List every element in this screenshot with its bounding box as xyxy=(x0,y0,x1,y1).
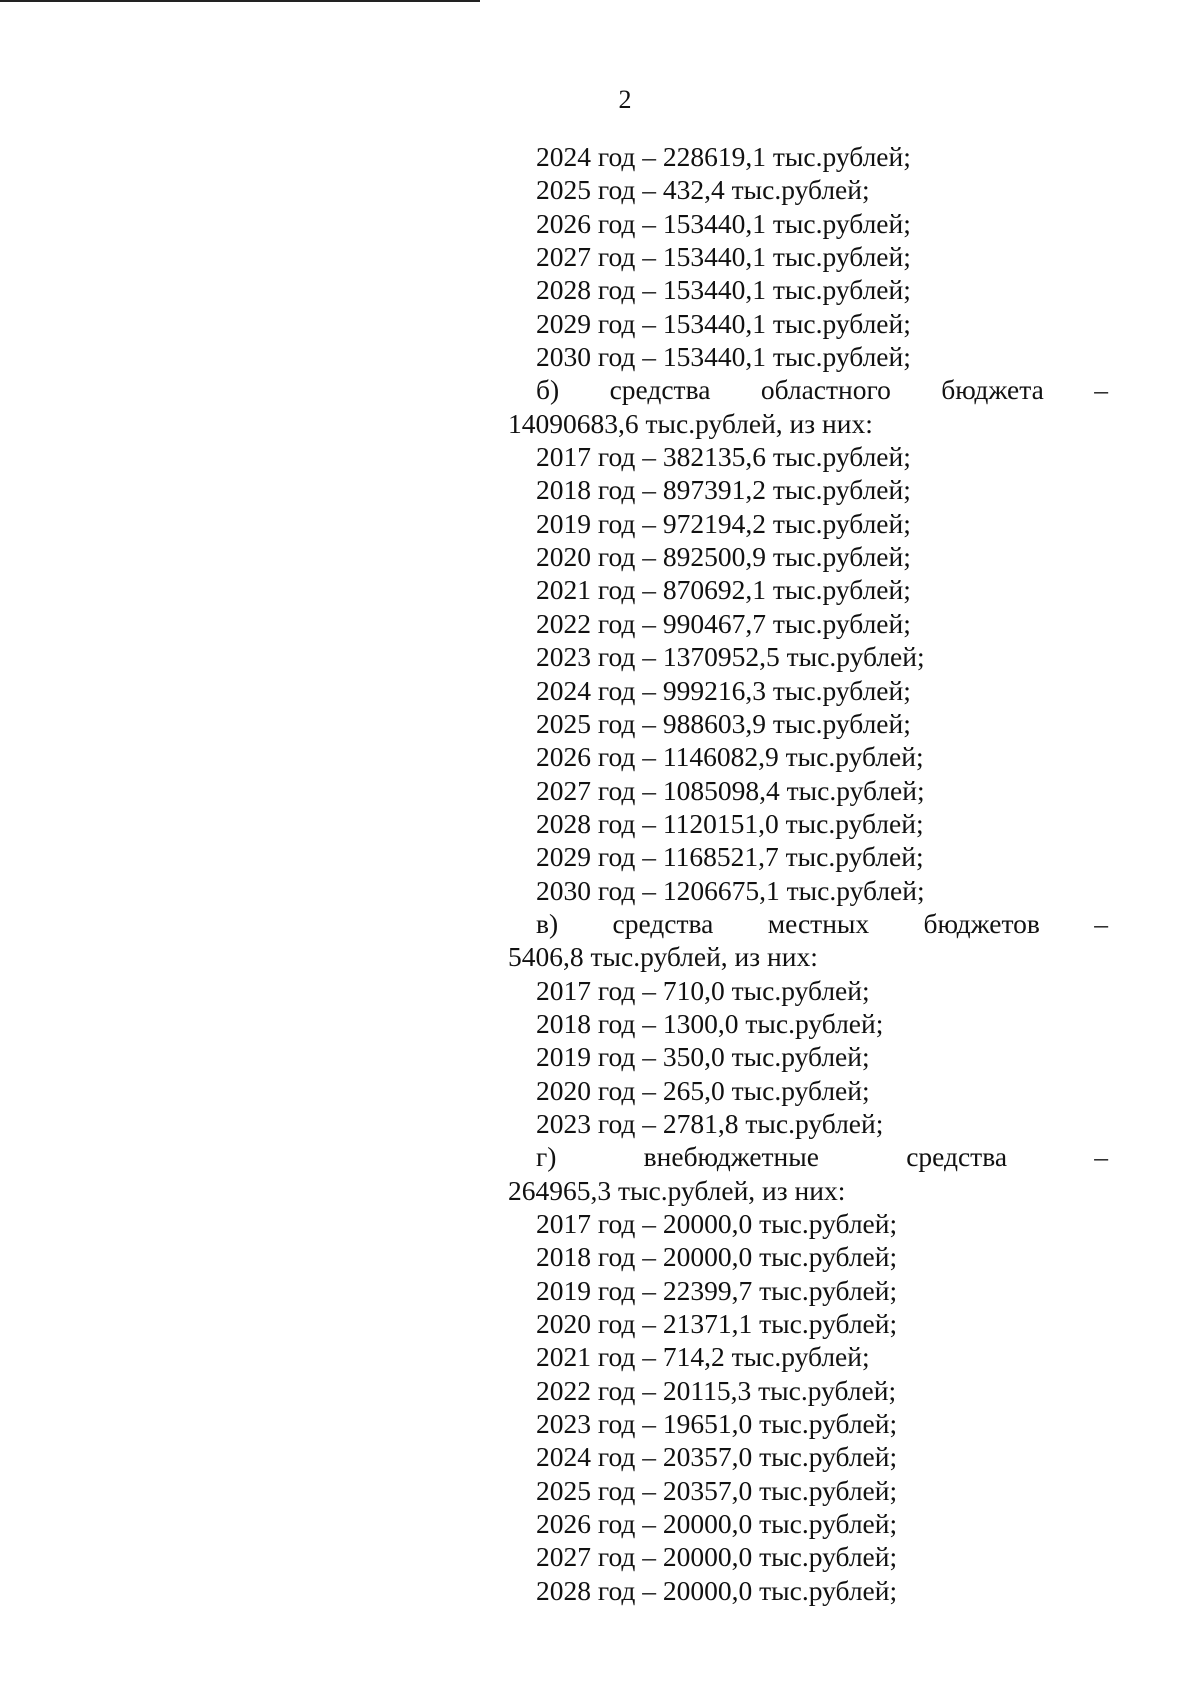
funding-year-line: 2029 год – 153440,1 тыс.рублей; xyxy=(536,307,911,339)
funding-year-line: 2024 год – 228619,1 тыс.рублей; xyxy=(536,141,911,172)
heading-word: бюджета xyxy=(941,374,1044,406)
funding-year-line: 2024 год – 999216,3 тыс.рублей; xyxy=(536,674,911,706)
heading-word: в) xyxy=(536,907,559,939)
heading-word: средства xyxy=(612,907,714,939)
heading-word: внебюджетные xyxy=(643,1141,819,1173)
heading-word: г) xyxy=(536,1141,557,1173)
funding-source-heading xyxy=(508,373,1108,406)
funding-source-total: 264965,3 тыс.рублей, из них: xyxy=(508,1174,846,1206)
funding-year-line: 2018 год – 1300,0 тыс.рублей; xyxy=(536,1007,884,1039)
heading-word: – xyxy=(1094,907,1108,939)
funding-year-line: 2025 год – 988603,9 тыс.рублей; xyxy=(536,707,911,739)
heading-word: – xyxy=(1094,1141,1108,1173)
funding-year-line: 2022 год – 20115,3 тыс.рублей; xyxy=(536,1374,897,1406)
funding-year-line: 2027 год – 1085098,4 тыс.рублей; xyxy=(536,774,925,806)
funding-source-heading xyxy=(508,1140,1108,1173)
funding-source-total: 5406,8 тыс.рублей, из них: xyxy=(508,941,818,973)
funding-year-line: 2026 год – 1146082,9 тыс.рублей; xyxy=(536,741,924,773)
heading-word: б) xyxy=(536,374,560,406)
funding-year-line: 2024 год – 20357,0 тыс.рублей; xyxy=(536,1441,898,1473)
funding-year-line: 2028 год – 153440,1 тыс.рублей; xyxy=(536,274,911,306)
funding-year-line: 2018 год – 897391,2 тыс.рублей; xyxy=(536,474,911,506)
funding-source-heading xyxy=(508,907,1108,940)
funding-year-line: 2028 год – 1120151,0 тыс.рублей; xyxy=(536,807,924,839)
funding-year-line: 2028 год – 20000,0 тыс.рублей; xyxy=(536,1574,898,1606)
funding-year-line: 2026 год – 20000,0 тыс.рублей; xyxy=(536,1508,898,1540)
funding-year-line: 2019 год – 972194,2 тыс.рублей; xyxy=(536,507,911,539)
funding-year-line: 2017 год – 382135,6 тыс.рублей; xyxy=(536,441,911,473)
funding-year-line: 2019 год – 350,0 тыс.рублей; xyxy=(536,1041,870,1073)
heading-word: областного xyxy=(760,374,891,406)
funding-year-line: 2020 год – 265,0 тыс.рублей; xyxy=(536,1074,870,1106)
funding-year-line: 2018 год – 20000,0 тыс.рублей; xyxy=(536,1241,898,1273)
heading-word: – xyxy=(1094,374,1108,406)
funding-year-line: 2030 год – 1206675,1 тыс.рублей; xyxy=(536,874,925,906)
document-body xyxy=(508,140,1108,1607)
heading-word: средства xyxy=(906,1141,1008,1173)
funding-year-line: 2023 год – 2781,8 тыс.рублей; xyxy=(536,1107,884,1139)
funding-year-line: 2021 год – 714,2 тыс.рублей; xyxy=(536,1341,870,1373)
funding-source-total: 14090683,6 тыс.рублей, из них: xyxy=(508,407,873,439)
funding-year-line: 2023 год – 19651,0 тыс.рублей; xyxy=(536,1408,898,1440)
funding-year-line: 2019 год – 22399,7 тыс.рублей; xyxy=(536,1274,898,1306)
heading-word: местных xyxy=(767,907,870,939)
heading-word: бюджетов xyxy=(923,907,1040,939)
funding-year-line: 2025 год – 20357,0 тыс.рублей; xyxy=(536,1474,898,1506)
page-number: 2 xyxy=(618,85,632,114)
funding-year-line: 2025 год – 432,4 тыс.рублей; xyxy=(536,174,870,206)
heading-word: средства xyxy=(609,374,711,406)
funding-year-line: 2020 год – 892500,9 тыс.рублей; xyxy=(536,541,911,573)
funding-year-line: 2030 год – 153440,1 тыс.рублей; xyxy=(536,341,911,373)
funding-year-line: 2022 год – 990467,7 тыс.рублей; xyxy=(536,607,911,639)
funding-year-line: 2029 год – 1168521,7 тыс.рублей; xyxy=(536,841,924,873)
funding-year-line: 2020 год – 21371,1 тыс.рублей; xyxy=(536,1308,898,1340)
funding-year-line: 2027 год – 20000,0 тыс.рублей; xyxy=(536,1541,898,1573)
funding-year-line: 2021 год – 870692,1 тыс.рублей; xyxy=(536,574,911,606)
funding-year-line: 2027 год – 153440,1 тыс.рублей; xyxy=(536,241,911,273)
funding-year-line: 2017 год – 20000,0 тыс.рублей; xyxy=(536,1208,898,1239)
funding-year-line: 2017 год – 710,0 тыс.рублей; xyxy=(536,974,870,1006)
funding-year-line: 2026 год – 153440,1 тыс.рублей; xyxy=(536,207,911,239)
top-rule xyxy=(0,0,480,2)
funding-year-line: 2023 год – 1370952,5 тыс.рублей; xyxy=(536,641,925,673)
